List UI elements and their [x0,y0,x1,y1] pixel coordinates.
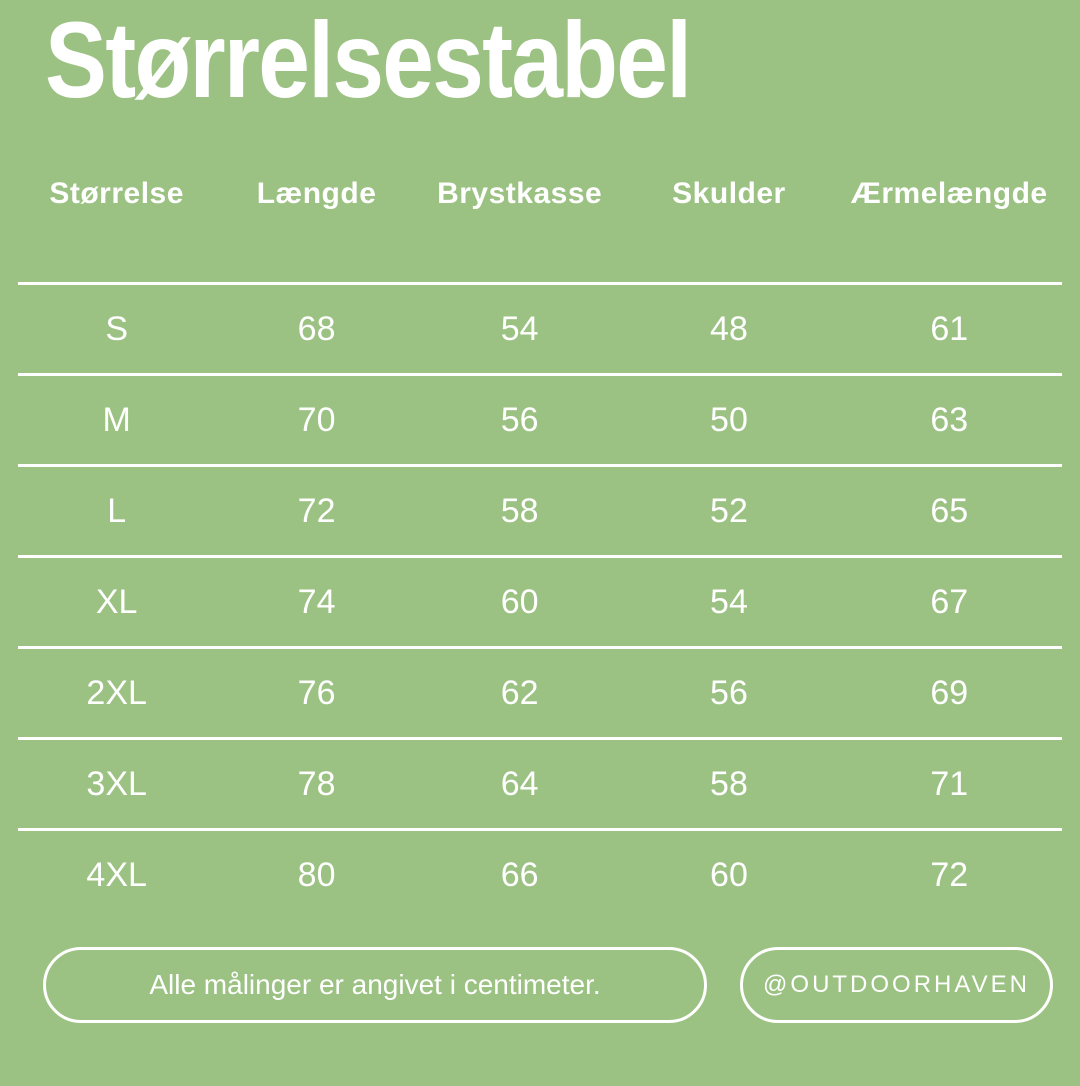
cell-shoulder: 60 [710,855,748,894]
table-row [18,464,1062,555]
cell-chest: 60 [500,582,539,621]
table-header-row [18,164,1062,224]
measurement-note-text: Alle målinger er angivet i centimeter. [149,969,601,1000]
cell-sleeve: 71 [930,764,969,803]
cell-shoulder: 50 [710,400,748,439]
cell-length: 68 [297,309,336,348]
cell-length: 74 [297,582,336,621]
cell-sleeve: 72 [930,855,969,894]
cell-chest: 56 [500,400,539,439]
cell-length: 70 [297,400,336,439]
cell-shoulder: 48 [710,309,748,348]
table-row [18,282,1062,373]
column-header-shoulder: Skulder [672,177,786,210]
cell-chest: 58 [500,491,539,530]
footer [43,947,1053,1023]
cell-size: XL [95,582,138,621]
column-header-size: Størrelse [49,177,184,210]
cell-size: 3XL [86,764,147,803]
cell-sleeve: 69 [930,673,969,712]
cell-shoulder: 56 [710,673,748,712]
column-header-sleeve: Ærmelængde [850,177,1048,210]
cell-size: 4XL [86,855,147,894]
cell-length: 76 [297,673,336,712]
column-header-length: Længde [256,177,377,210]
cell-length: 78 [297,764,336,803]
cell-sleeve: 63 [930,400,969,439]
cell-sleeve: 67 [930,582,969,621]
cell-size: 2XL [86,673,147,712]
cell-chest: 66 [500,855,539,894]
table-row [18,555,1062,646]
cell-size: L [107,491,127,530]
social-handle-pill[interactable] [740,947,1053,1023]
measurement-note-pill [43,947,707,1023]
cell-length: 80 [297,855,336,894]
table-row [18,828,1062,919]
column-header-chest: Brystkasse [437,177,603,210]
page-title [45,0,1080,120]
cell-chest: 62 [500,673,539,712]
cell-shoulder: 52 [710,491,748,530]
cell-chest: 54 [500,309,539,348]
table-row [18,373,1062,464]
cell-size: M [102,400,131,439]
table-body [18,282,1062,919]
page-title-text: Størrelsestabel [45,0,691,120]
cell-sleeve: 65 [930,491,969,530]
social-handle-text: @OUTDOORHAVEN [763,971,1030,998]
cell-chest: 64 [500,764,539,803]
size-table [18,164,1062,919]
cell-size: S [105,309,128,348]
table-row [18,646,1062,737]
cell-shoulder: 58 [710,764,748,803]
cell-length: 72 [297,491,336,530]
cell-shoulder: 54 [710,582,748,621]
table-row [18,737,1062,828]
cell-sleeve: 61 [930,309,969,348]
